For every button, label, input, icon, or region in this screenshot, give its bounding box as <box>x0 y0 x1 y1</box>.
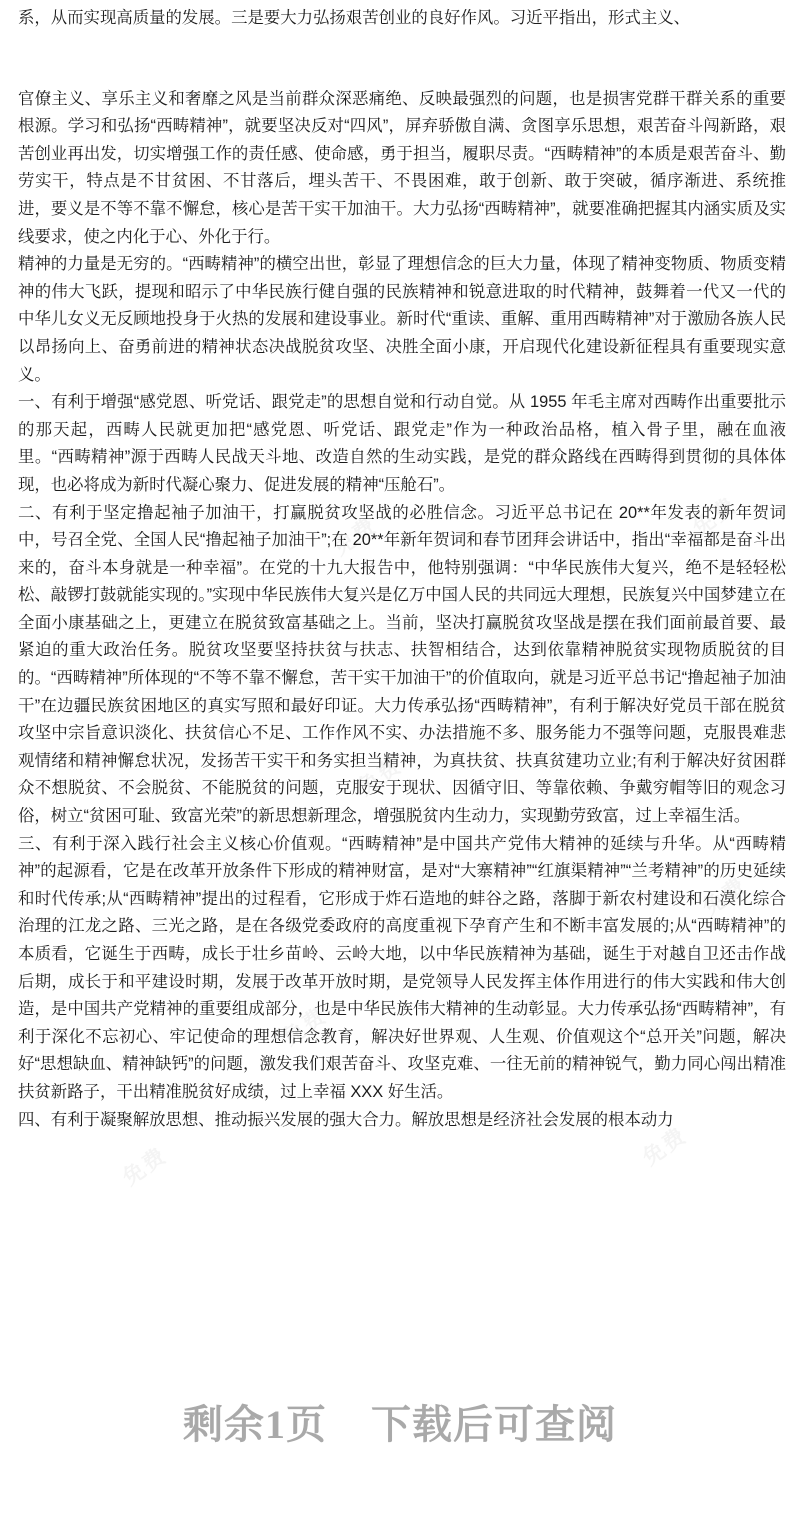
paragraph-gap <box>18 33 786 86</box>
paragraph-section-four: 四、有利于凝聚解放思想、推动振兴发展的强大合力。解放思想是经济社会发展的根本动力 <box>18 1110 674 1129</box>
paragraph-spirit-power: 精神的力量是无穷的。“西畴精神”的横空出世，彰显了理想信念的巨大力量，体现了精神变物质、物质变精神的伟大飞跃，提现和昭示了中华民族行健自强的民族精神和锐意进取的时代精神，鼓舞着一代又一代的中华儿女义无反顾地投身于火热的发展和建设事业。新时代“重读、重解、重用西畴精神”对于激励各族人民以昂扬向上、奋勇前进的精神状态决战脱贫攻坚、决胜全面小康，开启现代化建设新征程具有重要现实意义。 <box>18 255 786 384</box>
paragraph-section-one: 一、有利于增强“感党恩、听党话、跟党走”的思想自觉和行动自觉。从 1955 年毛主席对西畴作出重要批示的那天起，西畴人民就更加把“感党恩、听党话、跟党走”作为一种政治品格，植入骨子里，融在血液里。“西畴精神”源于西畴人民战天斗地、改造自然的生动实践，是党的群众路线在西畴得到贯彻的具体体现，也必将成为新时代凝心聚力、促进发展的精神“压舱石”。 <box>18 393 786 494</box>
document-body <box>18 0 786 1134</box>
paragraph-sifeng: 官僚主义、享乐主义和奢靡之风是当前群众深恶痛绝、反映最强烈的问题，也是损害党群干群关系的重要根源。学习和弘扬“西畴精神”，就要坚决反对“四风”，屏弃骄傲自满、贪图享乐思想，艰苦奋斗闯新路，艰苦创业再出发，切实增强工作的责任感、使命感，勇于担当，履职尽责。“西畴精神”的本质是艰苦奋斗、勤劳实干，特点是不甘贫困、不甘落后，埋头苦干、不畏困难，敢于创新、敢于突破，循序渐进、系统推进，要义是不等不靠不懈怠，核心是苦干实干加油干。大力弘扬“西畴精神”，就要准确把握其内涵实质及实线要求，使之内化于心、外化于行。 <box>18 89 786 246</box>
watermark-mark <box>115 1139 172 1192</box>
remaining-pages-banner-text[interactable]: 剩余1页 下载后可查阅 <box>183 1402 617 1447</box>
paragraph-continued: 系，从而实现高质量的发展。三是要大力弘扬艰苦创业的良好作风。习近平指出，形式主义、 <box>18 9 691 27</box>
paragraph-section-three: 三、有利于深入践行社会主义核心价值观。“西畴精神”是中国共产党伟大精神的延续与升华。从“西畴精神”的起源看，它是在改革开放条件下形成的精神财富，是对“大寨精神”“红旗渠精神”“兰考精神”的历史延续和时代传承;从“西畴精神”提出的过程看，它形成于炸石造地的蚌谷之路，落脚于新农村建设和石漠化综合治理的江龙之路、三光之路，是在各级党委政府的高度重视下孕育产生和不断丰富发展的;从“西畴精神”的本质看，它诞生于西畴，成长于壮乡苗岭、云岭大地，以中华民族精神为基础，诞生于对越自卫还击作战后期，成长于和平建设时期，发展于改革开放时期，是党领导人民发挥主体作用进行的伟大实践和伟大创造，是中国共产党精神的重要组成部分，也是中华民族伟大精神的生动彰显。大力传承弘扬“西畴精神”，有利于深化不忘初心、牢记使命的理想信念教育，解决好世界观、人生观、价值观这个“总开关”问题，解决好“思想缺血、精神缺钙”的问题，激发我们艰苦奋斗、攻坚克难、一往无前的精神锐气，勤力同心闯出精准扶贫新路子，干出精准脱贫好成绩，过上幸福 XXX 好生活。 <box>18 834 786 1101</box>
paragraph-section-two: 二、有利于坚定撸起袖子加油干，打赢脱贫攻坚战的必胜信念。习近平总书记在 20**年发表的新年贺词中，号召全党、全国人民“撸起袖子加油干”;在 20**年新年贺词和春节团拜会讲话中，指出“幸福都是奋斗出来的，奋斗本身就是一种幸福”。在党的十九大报告中，他特别强调：“中华民族伟大复兴，绝不是轻轻松松、敲锣打鼓就能实现的。”实现中华民族伟大复兴是亿万中国人民的共同远大理想，民族复兴中国梦建立在全面小康基础之上，更建立在脱贫致富基础之上。当前，坚决打赢脱贫攻坚战是摆在我们面前最首要、最紧迫的重大政治任务。脱贫攻坚要坚持扶贫与扶志、扶智相结合，达到依靠精神脱贫实现物质脱贫的目的。“西畴精神”所体现的“不等不靠不懈怠，苦干实干加油干”的价值取向，就是习近平总书记“撸起袖子加油干”在边疆民族贫困地区的真实写照和最好印证。大力传承弘扬“西畴精神”，有利于解决好党员干部在脱贫攻坚中宗旨意识淡化、扶贫信心不足、工作作风不实、办法措施不多、服务能力不强等问题，克服畏难悲观情绪和精神懈怠状况，发扬苦干实干和务实担当精神，为真扶贫、扶真贫建功立业;有利于解决好贫困群众不想脱贫、不会脱贫、不能脱贫的问题，克服安于现状、因循守旧、等靠依赖、争戴穷帽等旧的观念习俗，树立“贫困可耻、致富光荣”的新思想新理念，增强脱贫内生动力，实现勤劳致富，过上幸福生活。 <box>18 503 786 826</box>
remaining-pages-banner[interactable] <box>0 1398 800 1452</box>
